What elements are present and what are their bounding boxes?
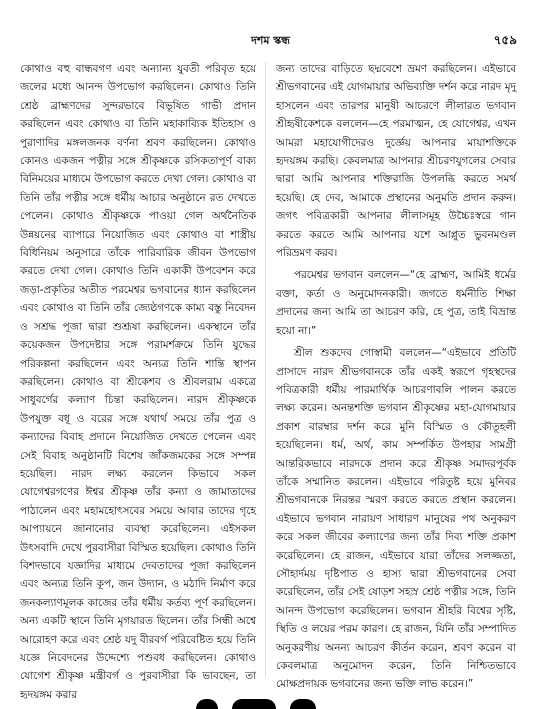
paragraph-right-1: জন্য তাদের বাড়িতে ছদ্মবেশে ভ্রমণ করছিলেন। এইভাবে শ্রীভগবানের এই যোগমায়ার অভিব্যক্তি দর্শন করে নারদ মৃদু হাসলেন এবং তারপর মানুষী আচরণে লীলারত ভগবান শ্রীহৃষীকেশকে বললেন—হে পরমাত্মন, হে যোগেশ্বর, এখন আমরা মহাযোগীদেরও দুর্জ্ঞেয় আপনার মায়াশক্তিকে হৃদয়ঙ্গম করছি। কেবলমাত্র আপনার শ্রীচরণযুগলের সেবার দ্বারা আমি আপনার শক্তিরাজি উপলব্ধি করতে সমর্থ হয়েছি। হে দেব, আমাকে প্রস্থানের অনুমতি প্রদান করুন। জগৎ পবিত্রকারী আপনার লীলাসমূহ উচ্চৈঃস্বরে গান করতে করতে আমি আপনার যশে আপ্লুত ভুবনমণ্ডল পরিভ্রমণ করব। <box>276 63 516 260</box>
paragraph-left-1: কোথাও বহু বান্ধবগণ এবং অন্যান্য যুবতী পরিবৃত হয়ে জলের মধ্যে আনন্দ উপভোগ করছিলেন। কোথাও তিনি শ্রেষ্ঠ ব্রাহ্মণদের সুন্দরভাবে বিভূষিত গাভী প্রদান করছিলেন এবং কোথাও বা তিনি মহাকাব্যিক ইতিহাস ও পুরাণাদির মঙ্গলজনক বর্ণনা শ্রবণ করছিলেন। কোথাও কোনও একজন পত্নীর সঙ্গে শ্রীকৃষ্ণকে রসিকতাপূর্ণ বাক্য বিনিময়ের মাধ্যমে উপভোগ করতে দেখা গেল। কোথাও বা তিনি তাঁর পত্নীর সঙ্গে ধর্মীয় আচার অনুষ্ঠানে রত দেখতে পেলেন। কোথাও শ্রীকৃষ্ণকে পাওয়া গেল অর্থনৈতিক উন্নয়নের ব্যাপারে নিয়োজিত এবং কোথাও বা শাস্ত্রীয় বিধিনিয়ম অনুসারে তাঁকে পারিবারিক জীবন উপভোগ করতে দেখা গেল। কোথাও তিনি একাকী উপবেশন করে জড়া-প্রকৃতির অতীত পরমেশ্বর ভগবানের ধ্যান করছিলেন এবং কোথাও বা তিনি তাঁর জ্যেষ্ঠগণকে কাম্য বস্তু নিবেদন ও সশ্রদ্ধ পূজা দ্বারা শুশ্রূষা করছিলেন। একস্থানে তাঁর কয়েকজন উপদেষ্টার সঙ্গে পরামর্শক্রমে তিনি যুদ্ধের পরিকল্পনা করছিলেন এবং অন্যত্র তিনি শান্তি স্থাপন করছিলেন। কোথাও বা শ্রীকেশব ও শ্রীবলরাম একত্রে সাধুবর্গের কল্যাণ চিন্তা করছিলেন। নারদ শ্রীকৃষ্ণকে উপযুক্ত বধূ ও বরের সঙ্গে যথার্থ সময়ে তাঁর পুত্র ও কন্যাদের বিবাহ প্রদানে নিয়োজিত দেখতে পেলেন এবং সেই বিবাহ অনুষ্ঠানটি বিশেষ জাঁকজমকের সঙ্গে সম্পন্ন হয়েছিল। নারদ লক্ষ্য করলেন কিভাবে সকল যোগেশ্বরগণের ঈশ্বর শ্রীকৃষ্ণ তাঁর কন্যা ও জামাতাদের পাঠালেন এবং মহামহোৎসবের সময়ে আবার তাদের গৃহে আপ্যায়নে জানানোর ব্যবস্থা করেছিলেন। এইসকল উৎসবাদি দেখে পুরবাসীরা বিস্মিত হয়েছিল। কোথাও তিনি বিশদভাবে যজ্ঞাদির মাধ্যমে দেবতাদের পূজা করছিলেন এবং অন্যত্র তিনি কূপ, জন উদ্যান, ও মঠাদি নির্মাণ করে জনকল্যাণমূলক কাজের তাঁর ধর্মীয় কর্তব্য পূর্ণ করছিলেন। অন্য একটি স্থানে তিনি মৃগয়ারত ছিলেন। তাঁর সিন্ধী অশ্বে আরোহণ করে এবং শ্রেষ্ঠ যদু বীরবর্গ পরিবেষ্টিত হয়ে তিনি যজ্ঞে নিবেদনের উদ্দেশ্যে পশুবধ করছিলেন। কোথাও যোগেশ শ্রীকৃষ্ণ মন্ত্রীবর্গ ও পুরবাসীরা কি ভাবছেন, তা হৃদয়ঙ্গম করার <box>20 63 256 701</box>
running-head-title: দশম স্কন্ধ <box>251 34 290 47</box>
scan-artifact <box>290 699 316 709</box>
paragraph-right-2: পরমেশ্বর ভগবান বললেন—“হে ব্রাহ্মণ, আমিই ধর্মের বক্তা, কর্তা ও অনুমোদনকারী। জগতে ধর্মনীতি শিক্ষা প্রদানের জন্য আমি তা আচরণ করি, হে পুত্র, তাই বিভ্রান্ত হয়ো না।” <box>276 269 516 337</box>
scan-artifact <box>232 699 276 709</box>
right-text-column <box>276 60 516 698</box>
column-gutter <box>265 62 266 677</box>
left-text-column <box>20 60 256 708</box>
page-header <box>24 32 517 52</box>
page-number: ৭৫৯ <box>493 33 517 47</box>
paragraph-right-3: শ্রীল শুকদেব গোস্বামী বললেন—“এইভাবে প্রতিটি প্রাসাদে নারদ শ্রীভগবানকে তাঁর একই স্বরূপে গৃহস্থদের পবিত্রকারী ধর্মীয় পারমার্থিক আচরণাবলি পালন করতে লক্ষ্য করেন। অনন্তশক্তি ভগবান শ্রীকৃষ্ণের মহা-যোগমায়ার প্রকাশ বারম্বার দর্শন করে মুনি বিস্মিত ও কৌতূহলী হয়েছিলেন। ধর্ম, অর্থ, কাম সম্পর্কিত উপহার সামগ্রী আন্তরিকভাবে নারদকে প্রদান করে শ্রীকৃষ্ণ সমাদরপূর্বক তাঁকে সম্মানিত করলেন। এইভাবে পরিতুষ্ট হয়ে মুনিবর শ্রীভগবানকে নিরন্তর স্মরণ করতে করতে প্রস্থান করলেন। এইভাবে ভগবান নারায়ণ সাধারণ মানুষের পথ অনুকরণ করে সকল জীবের কল্যাণের জন্য তাঁর দিব্য শক্তি প্রকাশ করেছিলেন। হে রাজন, এইভাবে যারা তাঁদের সলজ্জতা, সৌহার্দময় দৃষ্টিপাত ও হাস্য দ্বারা শ্রীভগবানের সেবা করেছিলেন, তাঁর সেই ষোড়শ সহস্র শ্রেষ্ঠ পত্নীর সঙ্গে, তিনি আনন্দ উপভোগ করেছিলেন। ভগবান শ্রীহরি বিশ্বের সৃষ্টি, স্থিতি ও লয়ের পরম কারণ। হে রাজন, যিনি তাঁর সম্পাদিত অনুকরণীয় অনন্য আচরণ কীর্তন করেন, শ্রবণ করেন বা কেবলমাত্র অনুমোদন করেন, তিনি নিশ্চিতভাবে মোক্ষপ্রদায়ক ভগবানের জন্য ভক্তি লাভ করেন।” <box>276 347 516 691</box>
